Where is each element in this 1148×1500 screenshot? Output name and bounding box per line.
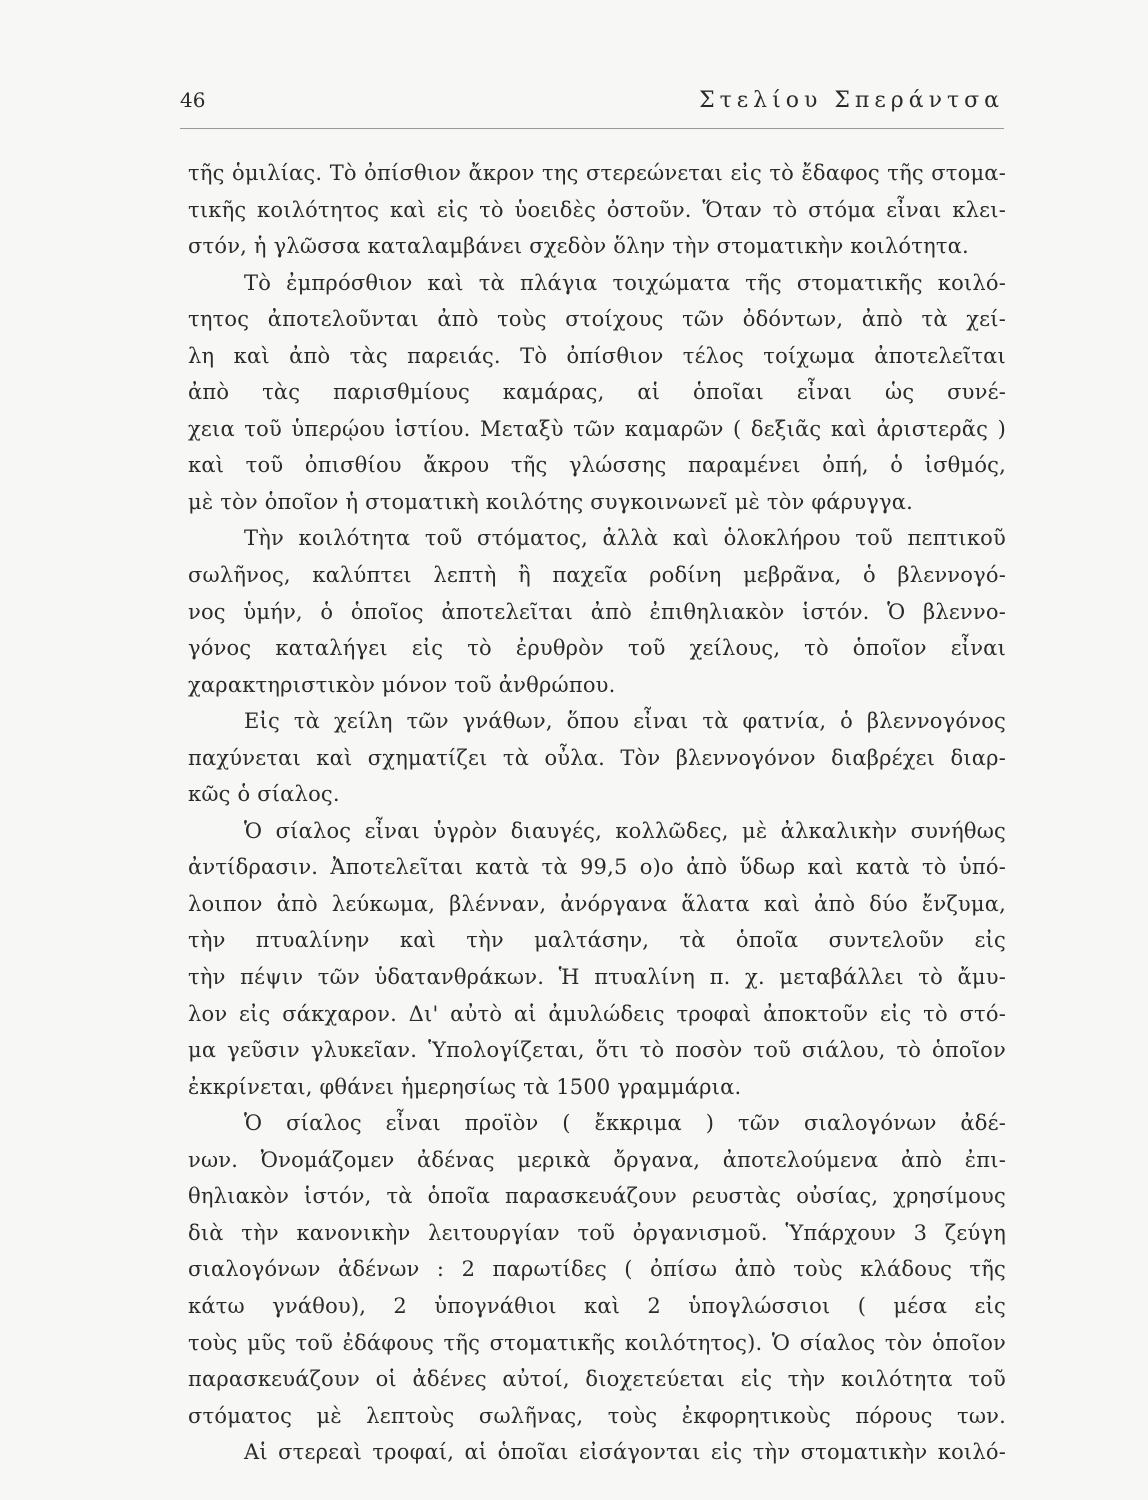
text-line: κῶς ὁ σίαλος. [188,782,340,807]
text-line: τὴν πτυαλίνην καὶ τὴν μαλτάσην, τὰ ὁποῖα συντελοῦν εἰς [188,928,1006,953]
text-line: Εἰς τὰ χείλη τῶν γνάθων, ὅπου εἶναι τὰ φατνία, ὁ βλεννογόνος [244,709,1006,734]
text-line: νων. Ὀνομάζομεν ἀδένας μερικὰ ὄργανα, ἀποτελούμενα ἀπὸ ἐπι- [188,1147,1006,1172]
page-number: 46 [180,88,206,112]
text-line: Τὸ ἐμπρόσθιον καὶ τὰ πλάγια τοιχώματα τῆς στοματικῆς κοιλό- [244,270,1006,295]
text-line: τῆς ὁμιλίας. Τὸ ὀπίσθιον ἄκρον της στερεώνεται εἰς τὸ ἔδαφος τῆς στομα- [188,161,1006,185]
text-line: λον εἰς σάκχαρον. Δι' αὐτὸ αἱ ἀμυλώδεις τροφαὶ ἀποκτοῦν εἰς τὸ στό- [188,1001,1006,1026]
text-line: νος ὑμήν, ὁ ὁποῖος ἀποτελεῖται ἀπὸ ἐπιθηλιακὸν ἱστόν. Ὁ βλεννο- [188,599,1006,624]
text-line: τητος ἀποτελοῦνται ἀπὸ τοὺς στοίχους τῶν ὀδόντων, ἀπὸ τὰ χεί- [188,307,1006,332]
text-line: ἀπὸ τὰς παρισθμίους καμάρας, αἱ ὁποῖαι εἶναι ὡς συνέ- [188,380,1006,405]
text-line: λοιπον ἀπὸ λεύκωμα, βλένναν, ἀνόργανα ἅλατα καὶ ἀπὸ δύο ἔνζυμα, [188,891,1006,916]
text-line: τοὺς μῦς τοῦ ἐδάφους τῆς στοματικῆς κοιλότητος). Ὁ σίαλος τὸν ὁποῖον [188,1330,1006,1355]
text-line: στόματος μὲ λεπτοὺς σωλῆνας, τοὺς ἐκφορητικοὺς πόρους των. [188,1403,1006,1428]
text-line: ἀντίδρασιν. Ἀποτελεῖται κατὰ τὰ 99,5 ο)ο ἀπὸ ὕδωρ καὶ κατὰ τὸ ὑπό- [188,855,1006,880]
text-line: παχύνεται καὶ σχηματίζει τὰ οὖλα. Τὸν βλεννογόνον διαβρέχει διαρ- [188,745,1006,770]
text-line: θηλιακὸν ἱστόν, τὰ ὁποῖα παρασκευάζουν ρευστὰς οὐσίας, χρησίμους [188,1184,1006,1209]
body-text [188,155,1006,1471]
text-line: στόν, ἡ γλῶσσα καταλαμβάνει σχεδὸν ὅλην τὴν στοματικὴν κοιλότητα. [188,234,969,259]
text-line: Αἱ στερεαὶ τροφαί, αἱ ὁποῖαι εἰσάγονται εἰς τὴν στοματικὴν κοιλό- [244,1440,1006,1465]
text-line: σιαλογόνων ἀδένων : 2 παρωτίδες ( ὀπίσω ἀπὸ τοὺς κλάδους τῆς [188,1257,1006,1282]
text-line: κάτω γνάθου), 2 ὑπογνάθιοι καὶ 2 ὑπογλώσσιοι ( μέσα εἰς [188,1293,1006,1318]
running-head [180,88,1004,129]
text-line: λη καὶ ἀπὸ τὰς παρειάς. Τὸ ὀπίσθιον τέλος τοίχωμα ἀποτελεῖται [188,343,1006,368]
text-line: Τὴν κοιλότητα τοῦ στόματος, ἀλλὰ καὶ ὁλοκλήρου τοῦ πεπτικοῦ [244,526,1006,551]
text-line: διὰ τὴν κανονικὴν λειτουργίαν τοῦ ὀργανισμοῦ. Ὑπάρχουν 3 ζεύγη [188,1220,1006,1245]
text-line: μὲ τὸν ὁποῖον ἡ στοματικὴ κοιλότης συγκοινωνεῖ μὲ τὸν φάρυγγα. [188,489,913,514]
text-line: χεια τοῦ ὑπερῴου ἱστίου. Μεταξὺ τῶν καμαρῶν ( δεξιᾶς καὶ ἀριστερᾶς ) [188,416,1006,441]
text-line: τικῆς κοιλότητος καὶ εἰς τὸ ὑοειδὲς ὀστοῦν. Ὅταν τὸ στόμα εἶναι κλει- [188,197,1006,222]
text-line: παρασκευάζουν οἱ ἀδένες αὐτοί, διοχετεύεται εἰς τὴν κοιλότητα τοῦ [188,1367,1006,1392]
running-title: Στελίου Σπεράντσα [699,88,1004,113]
text-line: χαρακτηριστικὸν μόνον τοῦ ἀνθρώπου. [188,672,616,697]
text-line: μα γεῦσιν γλυκεῖαν. Ὑπολογίζεται, ὅτι τὸ ποσὸν τοῦ σιάλου, τὸ ὁποῖον [188,1038,1006,1063]
text-line: Ὁ σίαλος εἶναι ὑγρὸν διαυγές, κολλῶδες, μὲ ἀλκαλικὴν συνήθως [244,818,1006,843]
text-line: ἐκκρίνεται, φθάνει ἡμερησίως τὰ 1500 γραμμάρια. [188,1074,742,1099]
text-line: καὶ τοῦ ὀπισθίου ἄκρου τῆς γλώσσης παραμένει ὀπή, ὁ ἰσθμός, [188,453,1006,478]
text-line: Ὁ σίαλος εἶναι προϊὸν ( ἔκκριμα ) τῶν σιαλογόνων ἀδέ- [244,1111,1006,1136]
text-line: γόνος καταλήγει εἰς τὸ ἐρυθρὸν τοῦ χείλους, τὸ ὁποῖον εἶναι [188,636,1006,661]
text-line: τὴν πέψιν τῶν ὑδατανθράκων. Ἡ πτυαλίνη π. χ. μεταβάλλει τὸ ἄμυ- [188,965,1006,990]
text-line: σωλῆνος, καλύπτει λεπτὴ ἢ παχεῖα ροδίνη μεβρᾶνα, ὁ βλεννογό- [188,563,1006,588]
